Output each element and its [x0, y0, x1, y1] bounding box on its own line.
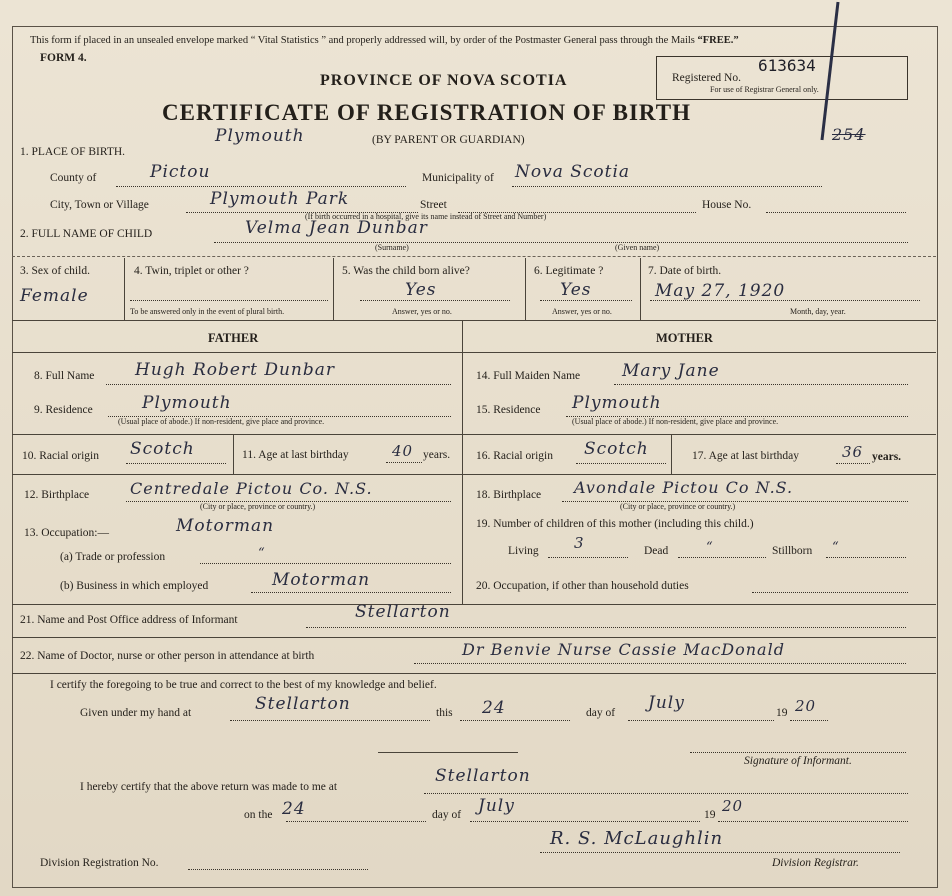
dead-value: “: [706, 540, 714, 555]
doctor-line: [414, 663, 906, 664]
father-birthplace-value: Centredale Pictou Co. N.S.: [130, 479, 373, 498]
stillborn-label: Stillborn: [772, 545, 813, 557]
trade-line: [200, 563, 451, 564]
form-number: FORM 4.: [40, 52, 87, 64]
certify-statement: I certify the foregoing to be true and correct to the best of my knowledge and belief.: [50, 679, 437, 691]
child-name-line: [214, 242, 908, 243]
divider-v1: [124, 258, 125, 320]
sex-value: Female: [20, 286, 89, 306]
division-registrar-label: Division Registrar.: [772, 857, 859, 869]
certify-this-label: this: [436, 707, 453, 719]
divider-v2: [333, 258, 334, 320]
trade-label: (a) Trade or profession: [60, 551, 166, 563]
divider-bottom-row3: [12, 320, 936, 321]
city-value: Plymouth Park: [210, 189, 350, 209]
given-name-note: (Given name): [615, 243, 660, 252]
mother-age-value: 36: [842, 443, 864, 461]
divider-parents-bottom: [12, 604, 936, 605]
father-racial-value: Scotch: [130, 439, 195, 459]
father-occupation-label: 13. Occupation:—: [24, 527, 109, 539]
informant-signature-label: Signature of Informant.: [744, 755, 852, 767]
born-alive-value: Yes: [405, 280, 437, 300]
mother-residence-label: 15. Residence: [476, 404, 541, 416]
legitimate-value: Yes: [560, 280, 592, 300]
house-no-label: House No.: [702, 199, 752, 211]
twin-label: 4. Twin, triplet or other ?: [134, 265, 249, 277]
divider-parent-heading: [12, 352, 936, 353]
business-line: [251, 592, 451, 593]
living-line: [548, 557, 628, 558]
mother-occupation-label: 20. Occupation, if other than household duties: [476, 580, 689, 592]
dead-label: Dead: [644, 545, 669, 557]
divider-residence: [12, 434, 936, 435]
business-label: (b) Business in which employed: [60, 580, 209, 592]
mother-residence-value: Plymouth: [572, 393, 662, 413]
registrar-on-label: on the: [244, 809, 273, 821]
father-birth-note: (City or place, province or country.): [200, 502, 316, 511]
free-label: “FREE.”: [697, 35, 739, 46]
registrar-general-note: For use of Registrar General only.: [710, 85, 819, 94]
legitimate-note: Answer, yes or no.: [552, 307, 612, 316]
house-no-line: [766, 212, 906, 213]
division-registration-line: [188, 869, 368, 870]
stillborn-line: [826, 557, 906, 558]
born-alive-note: Answer, yes or no.: [392, 307, 452, 316]
registrar-signature: R. S. McLaughlin: [550, 828, 724, 849]
registrar-month-line: [470, 821, 700, 822]
informant-value: Stellarton: [355, 602, 451, 622]
certify-month-value: July: [648, 693, 685, 713]
mother-birthplace-value: Avondale Pictou Co N.S.: [574, 478, 794, 497]
divider-doctor: [12, 673, 936, 674]
father-name-line: [106, 384, 451, 385]
mother-name-label: 14. Full Maiden Name: [476, 370, 581, 382]
mother-racial-line: [576, 463, 666, 464]
county-line: [116, 186, 406, 187]
mother-age-years: years.: [872, 451, 902, 463]
father-age-divider: [233, 434, 234, 474]
twin-line: [130, 300, 328, 301]
father-age-years: years.: [423, 449, 451, 461]
date-of-birth-value: May 27, 1920: [655, 281, 786, 301]
mother-heading: MOTHER: [656, 331, 713, 345]
place-of-birth-value: Plymouth: [215, 126, 305, 146]
certify-day-value: 24: [482, 698, 506, 718]
date-of-birth-note: Month, day, year.: [790, 307, 846, 316]
pen-stroke-mark: [800, 0, 850, 150]
father-name-label: 8. Full Name: [34, 370, 95, 382]
street-label: Street: [420, 199, 447, 211]
certify-day-line: [460, 720, 570, 721]
given-place-value: Stellarton: [255, 694, 351, 714]
father-age-value: 40: [392, 442, 414, 460]
born-alive-label: 5. Was the child born alive?: [342, 265, 470, 277]
father-residence-value: Plymouth: [142, 393, 232, 413]
divider-v3: [525, 258, 526, 320]
stillborn-value: “: [832, 540, 840, 555]
father-racial-label: 10. Racial origin: [22, 450, 99, 462]
division-registration-label: Division Registration No.: [40, 857, 159, 869]
registrar-day-line: [286, 821, 426, 822]
legitimate-line: [540, 300, 632, 301]
place-of-birth-label: 1. PLACE OF BIRTH.: [20, 146, 126, 158]
mother-birthplace-label: 18. Birthplace: [476, 489, 542, 501]
informant-line: [306, 627, 906, 628]
father-residence-label: 9. Residence: [34, 404, 93, 416]
father-abode-note: (Usual place of abode.) If non-resident, give place and province.: [118, 417, 325, 426]
municipality-line: [512, 186, 822, 187]
municipality-value: Nova Scotia: [515, 162, 631, 182]
father-age-label: 11. Age at last birthday: [242, 449, 349, 461]
divider-top-row3: [12, 256, 936, 257]
registrar-place-line: [424, 793, 908, 794]
father-heading: FATHER: [208, 331, 259, 345]
registrar-month-value: July: [478, 796, 515, 816]
registrar-year-line: [718, 821, 908, 822]
given-under-label: Given under my hand at: [80, 707, 192, 719]
certify-year-line: [790, 720, 828, 721]
father-occupation-value: Motorman: [176, 516, 275, 536]
mother-age-label: 17. Age at last birthday: [692, 450, 799, 462]
father-birthplace-label: 12. Birthplace: [24, 489, 90, 501]
registrar-day-value: 24: [282, 799, 306, 819]
county-label: County of: [50, 172, 97, 184]
certify-month-line: [628, 720, 774, 721]
registrar-signature-line: [540, 852, 900, 853]
living-value: 3: [574, 534, 585, 552]
registrar-year-value: 20: [722, 797, 744, 815]
registrar-place-value: Stellarton: [435, 766, 531, 786]
divider-racial: [12, 474, 936, 475]
parent-column-divider: [462, 320, 463, 604]
city-label: City, Town or Village: [50, 199, 149, 211]
born-alive-line: [360, 300, 510, 301]
child-name-value: Velma Jean Dunbar: [245, 218, 428, 238]
informant-signature-line: [690, 752, 906, 753]
municipality-label: Municipality of: [422, 172, 494, 184]
dead-line: [678, 557, 766, 558]
certificate-subtitle: (BY PARENT OR GUARDIAN): [372, 134, 525, 146]
mother-racial-label: 16. Racial origin: [476, 450, 553, 462]
mother-racial-value: Scotch: [584, 439, 649, 459]
postal-notice: [30, 35, 739, 46]
certificate-title: CERTIFICATE OF REGISTRATION OF BIRTH: [162, 100, 691, 125]
province-heading: PROVINCE OF NOVA SCOTIA: [320, 72, 568, 89]
twin-note: To be answered only in the event of plural birth.: [130, 307, 285, 316]
father-name-value: Hugh Robert Dunbar: [135, 360, 336, 380]
certify-year-prefix: 19: [776, 707, 788, 719]
struck-number: 254: [832, 125, 866, 144]
father-racial-line: [126, 463, 226, 464]
postal-notice-text: This form if placed in an unsealed envelope marked “ Vital Statistics ” and properly addressed will, by order of the Postmaster General pass through the Mails: [30, 35, 695, 46]
legitimate-label: 6. Legitimate ?: [534, 265, 604, 277]
father-age-line: [386, 462, 422, 463]
mother-birth-note: (City or place, province or country.): [620, 502, 736, 511]
surname-note: (Surname): [375, 243, 409, 252]
informant-signature-line-left: [378, 752, 518, 753]
certify-day-of-label: day of: [586, 707, 616, 719]
registrar-statement: I hereby certify that the above return was made to me at: [80, 781, 338, 793]
mother-abode-note: (Usual place of abode.) If non-resident, give place and province.: [572, 417, 779, 426]
certify-year-value: 20: [795, 697, 817, 715]
hospital-note: (If birth occurred in a hospital, give its name instead of Street and Number): [305, 212, 547, 221]
doctor-value: Dr Benvie Nurse Cassie MacDonald: [462, 640, 785, 659]
living-label: Living: [508, 545, 539, 557]
county-value: Pictou: [150, 162, 211, 182]
divider-v4: [640, 258, 641, 320]
mother-name-value: Mary Jane: [622, 361, 720, 381]
mother-age-divider: [671, 434, 672, 474]
registrar-day-of-label: day of: [432, 809, 462, 821]
registrar-year-prefix: 19: [704, 809, 716, 821]
children-count-label: 19. Number of children of this mother (including this child.): [476, 518, 754, 530]
mother-age-line: [836, 463, 870, 464]
business-value: Motorman: [272, 570, 371, 590]
doctor-label: 22. Name of Doctor, nurse or other person in attendance at birth: [20, 650, 315, 662]
registered-number: 613634: [758, 56, 816, 75]
date-of-birth-label: 7. Date of birth.: [648, 265, 722, 277]
mother-occupation-line: [752, 592, 908, 593]
divider-informant: [12, 637, 936, 638]
mother-name-line: [614, 384, 908, 385]
sex-label: 3. Sex of child.: [20, 265, 90, 277]
registered-label: Registered No.: [672, 72, 741, 84]
given-place-line: [230, 720, 430, 721]
trade-value: “: [258, 546, 266, 561]
informant-label: 21. Name and Post Office address of Informant: [20, 614, 238, 626]
child-name-label: 2. FULL NAME OF CHILD: [20, 228, 153, 240]
